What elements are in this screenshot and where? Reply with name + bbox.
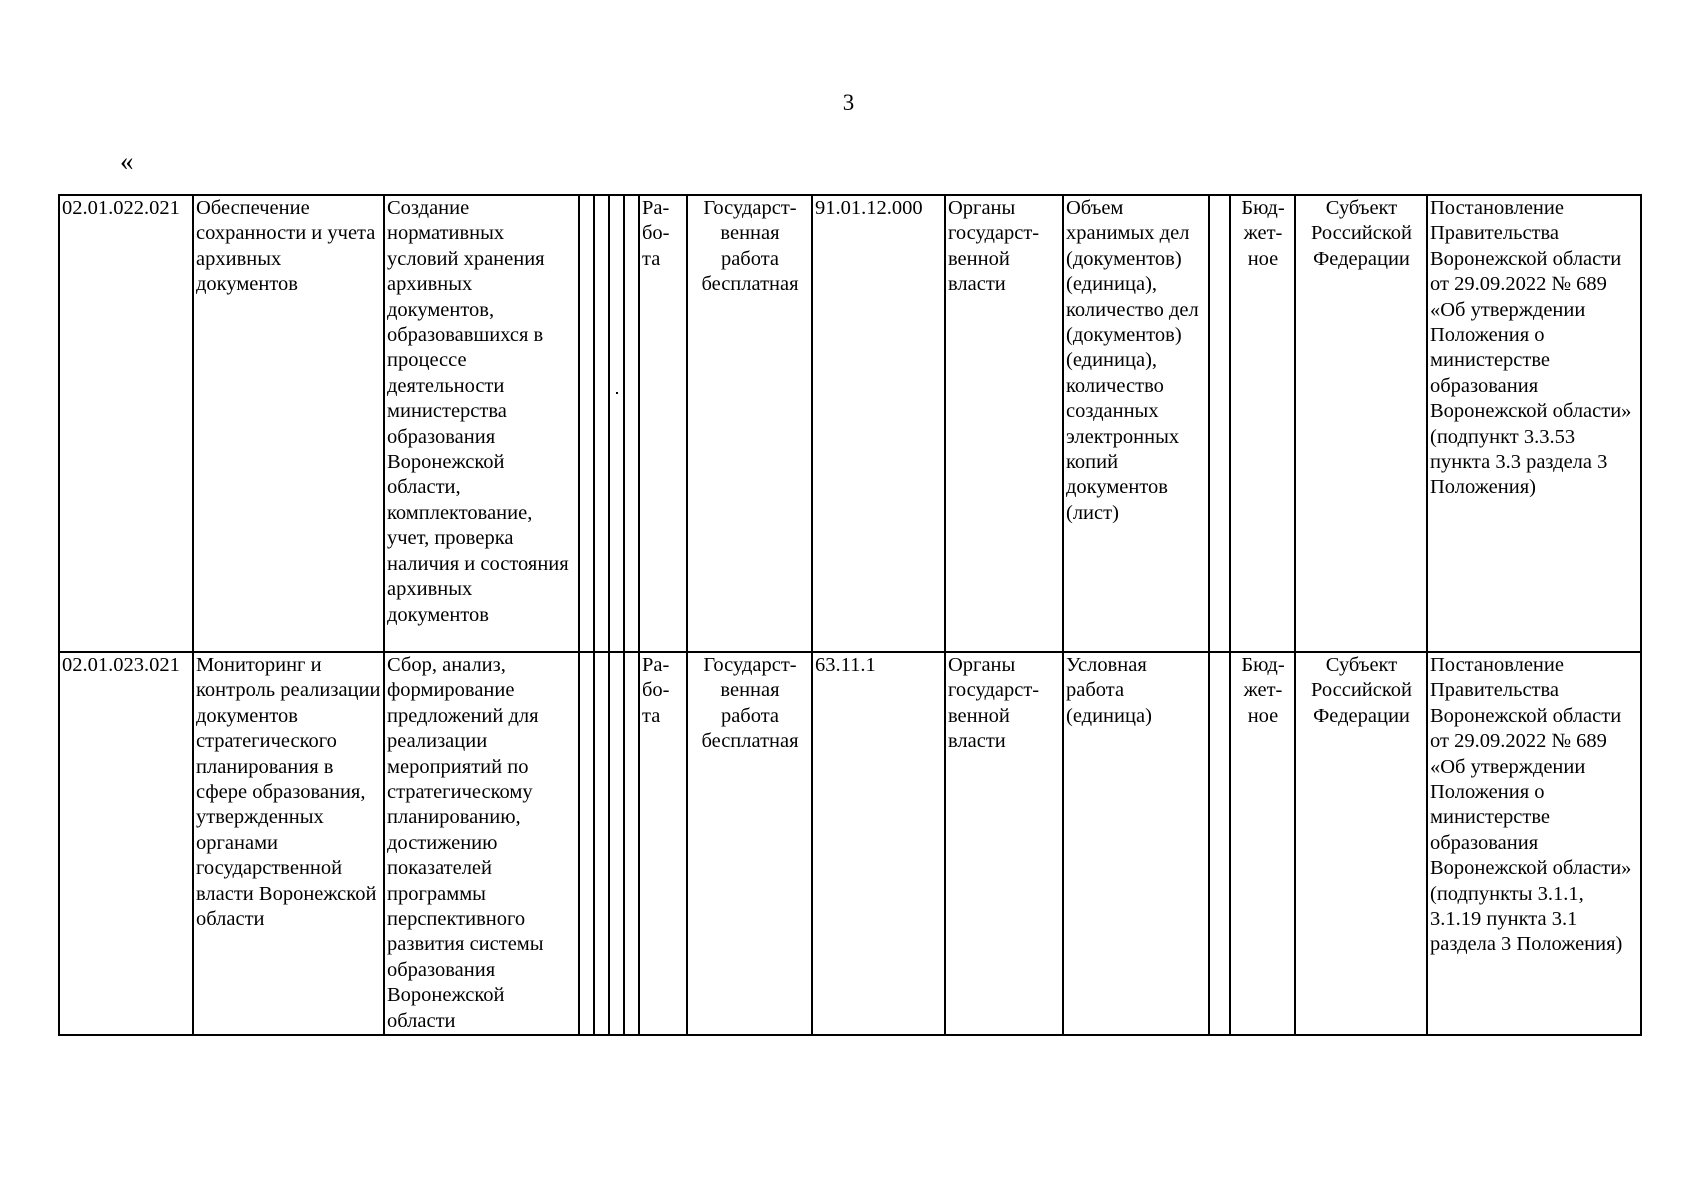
page-number: 3 — [842, 90, 855, 115]
cell-empty — [624, 195, 639, 652]
cell-okved: 91.01.12.000 — [812, 195, 945, 652]
cell-basis: Постановление Правительства Воронежской области от 29.09.2022 № 689 «Об утверждении Положения о министерстве образования Воронежской области» (подпункты 3.1.1, 3.1.19 пункта 3.1 раздела 3 Положения) — [1427, 652, 1641, 1035]
cell-indicators: Объем хранимых дел (документов) (единица), количество дел (документов) (единица), количество созданных электронных копий документов (лист) — [1063, 195, 1209, 652]
cell-code: 02.01.022.021 — [59, 195, 193, 652]
cell-name: Мониторинг и контроль реализации документов стратегического планирования в сфере образования, утвержденных органами государственной власти Воронежской области — [193, 652, 384, 1035]
cell-content: Сбор, анализ, формирование предложений для реализации мероприятий по стратегическому планированию, достижению показателей программы перспективного развития системы образования Воронежской области — [384, 652, 579, 1035]
cell-type: Ра- бо- та — [639, 652, 687, 1035]
cell-level: Субъект Российской Федерации — [1295, 195, 1427, 652]
cell-empty — [594, 652, 609, 1035]
cell-indicators: Условная работа (единица) — [1063, 652, 1209, 1035]
table-row — [59, 195, 1641, 652]
cell-empty — [609, 195, 624, 652]
cell-okved: 63.11.1 — [812, 652, 945, 1035]
cell-empty — [1209, 195, 1230, 652]
cell-consumers: Органы государст-венной власти — [945, 652, 1063, 1035]
cell-code: 02.01.023.021 — [59, 652, 193, 1035]
cell-empty — [1209, 652, 1230, 1035]
cell-content: Создание нормативных условий хранения архивных документов, образовавшихся в процессе деятельности министерства образования Воронежской области, комплектование, учет, проверка наличия и состояния архивных документов — [384, 195, 579, 652]
cell-empty — [594, 195, 609, 652]
cell-type: Ра- бо- та — [639, 195, 687, 652]
cell-level: Субъект Российской Федерации — [1295, 652, 1427, 1035]
cell-empty — [609, 652, 624, 1035]
cell-funding: Бюд- жет- ное — [1230, 195, 1295, 652]
cell-payment: Государст-венная работа бесплатная — [687, 652, 812, 1035]
cell-funding: Бюд- жет- ное — [1230, 652, 1295, 1035]
cell-consumers: Органы государст-венной власти — [945, 195, 1063, 652]
registry-table — [58, 194, 1642, 1036]
cell-payment: Государст-венная работа бесплатная — [687, 195, 812, 652]
opening-quote-mark: « — [120, 146, 134, 176]
cell-empty — [624, 652, 639, 1035]
cell-empty — [579, 195, 594, 652]
cell-basis: Постановление Правительства Воронежской области от 29.09.2022 № 689 «Об утверждении Положения о министерстве образования Воронежской области» (подпункт 3.3.53 пункта 3.3 раздела 3 Положения) — [1427, 195, 1641, 652]
table-row — [59, 652, 1641, 1035]
cell-empty — [579, 652, 594, 1035]
cell-name: Обеспечение сохранности и учета архивных документов — [193, 195, 384, 652]
